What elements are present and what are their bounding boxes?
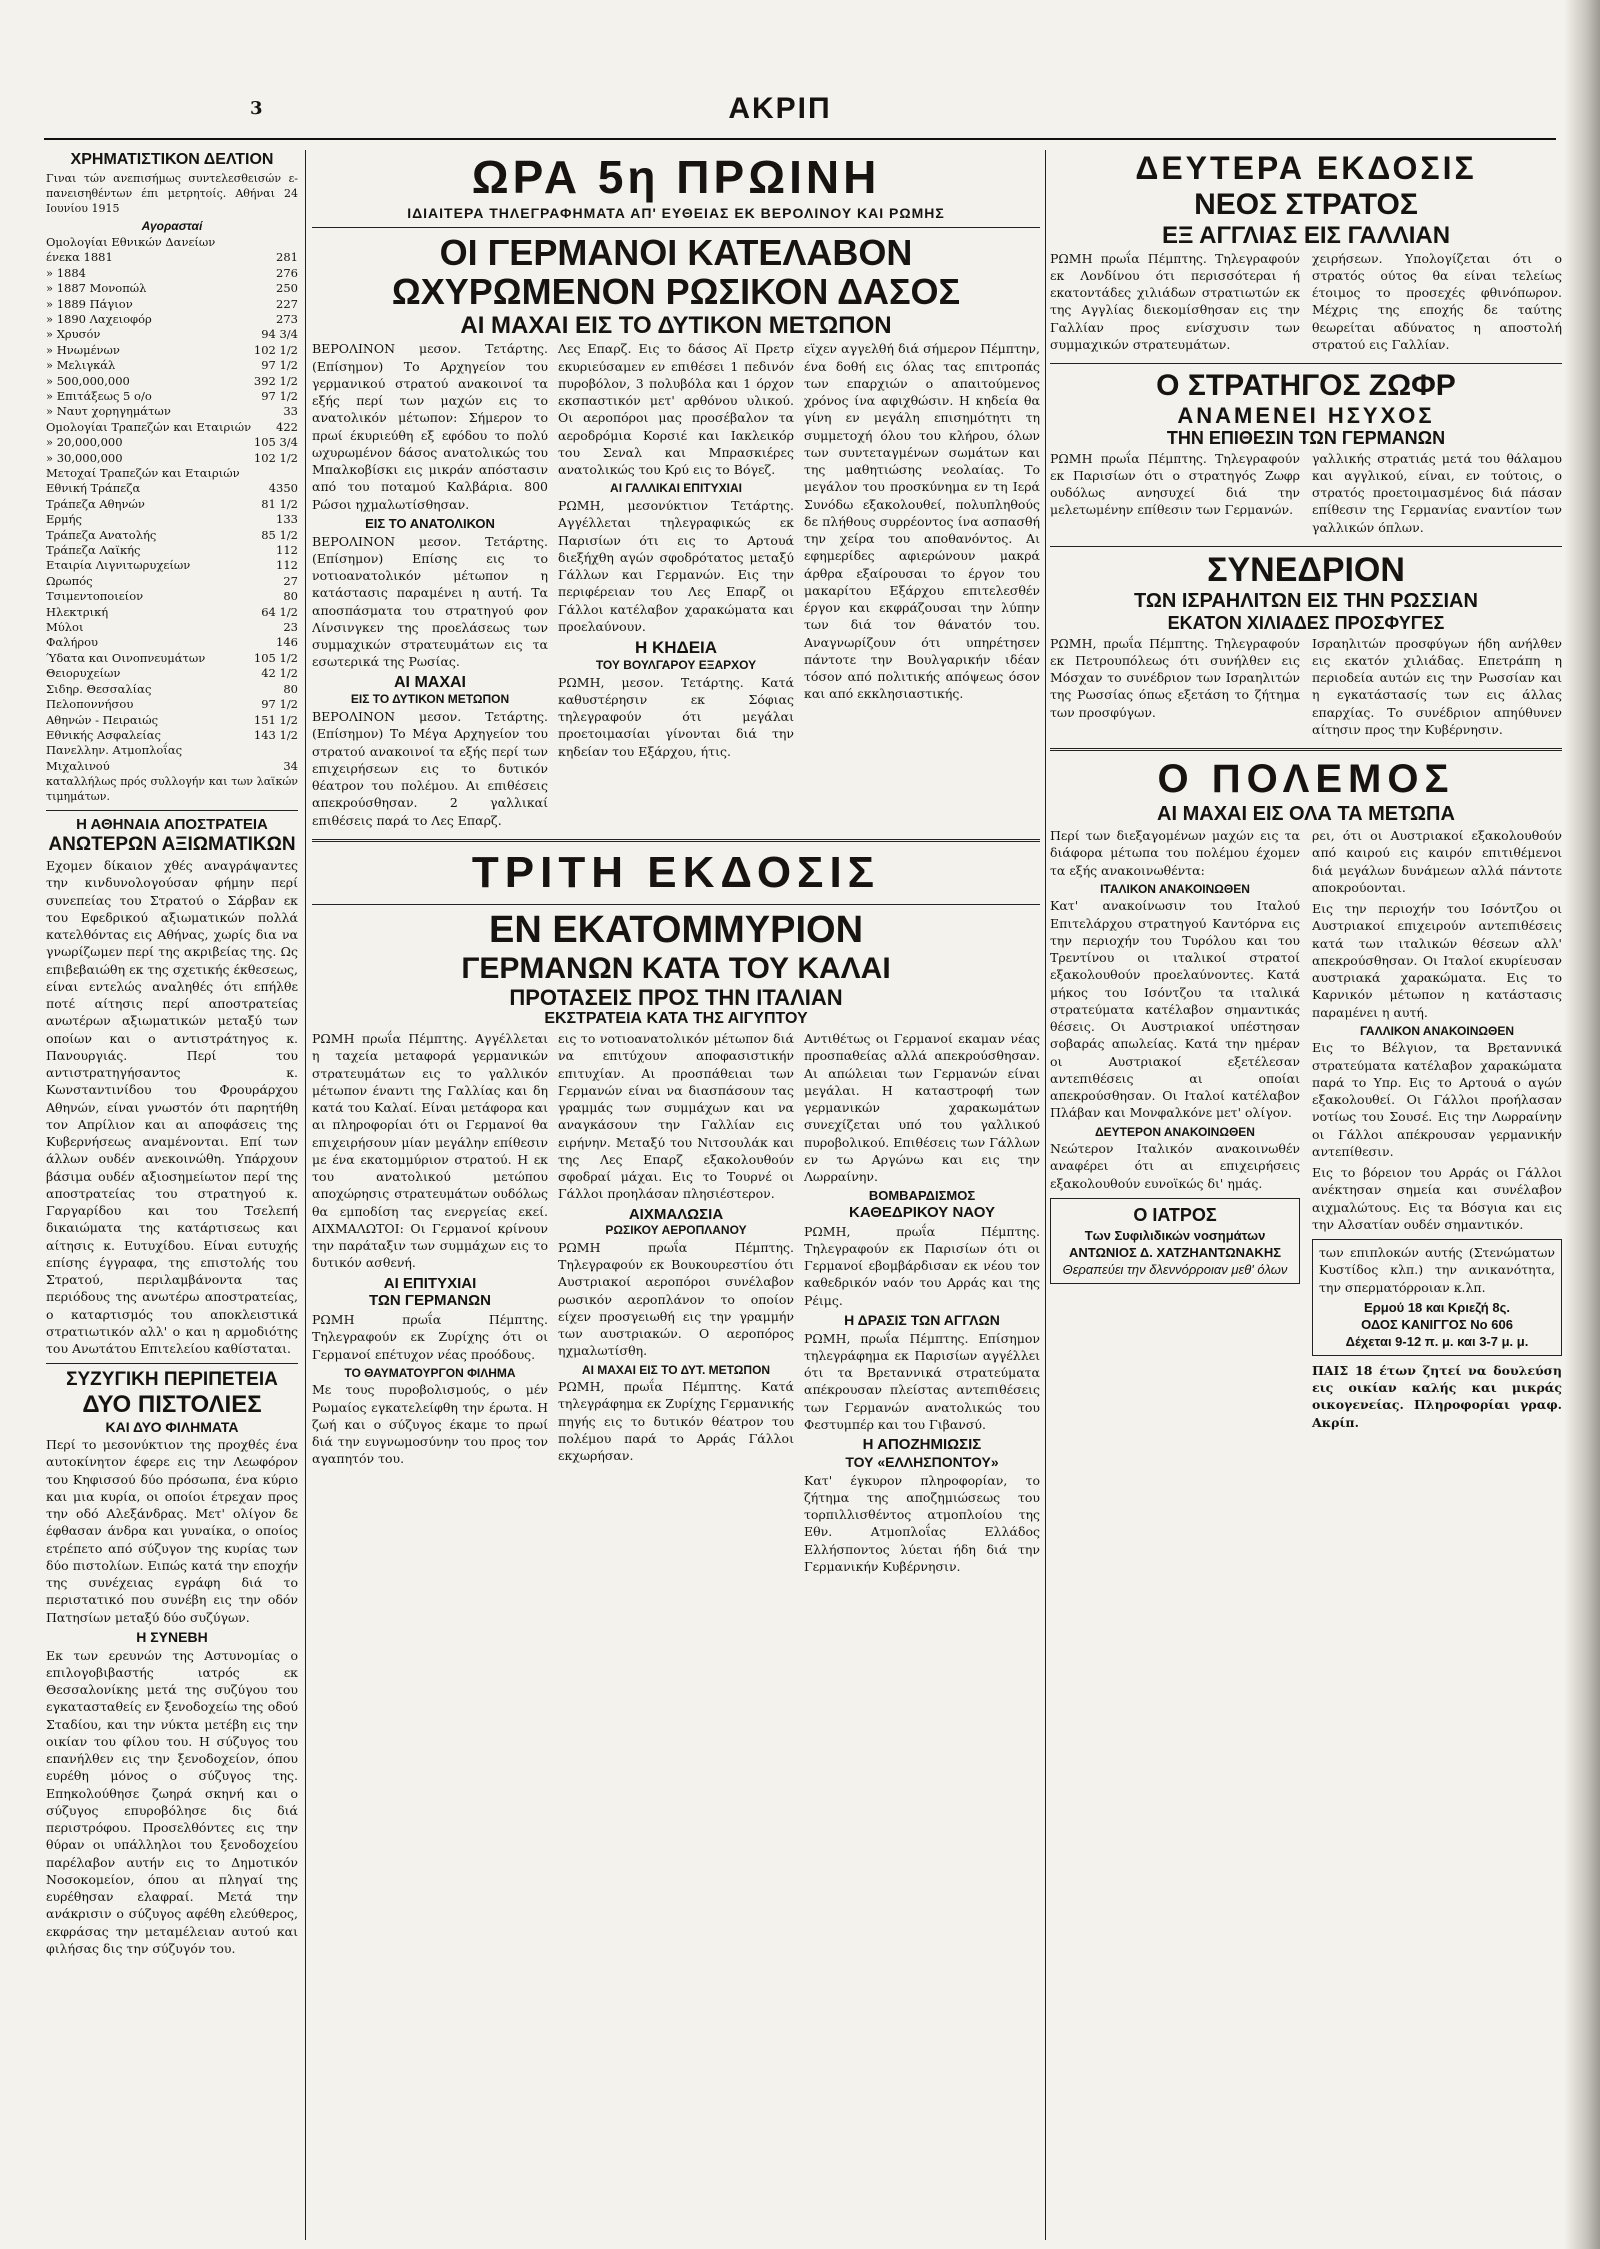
lead-headline: Ο ΣΤΡΑΤΗΓΟΣ ΖΩΦΡ — [1156, 369, 1456, 403]
subheading: ΓΑΛΛΙΚΟΝ ΑΝΑΚΟΙΝΩΘΕΝ — [1360, 1023, 1514, 1038]
headline: ΣΥΖΥΓΙΚΗ ΠΕΡΙΠΕΤΕΙΑ — [66, 1369, 278, 1391]
right-column — [1050, 150, 1562, 2240]
market-label: ένεκα 1881 — [46, 250, 113, 265]
article-text: εϊχεν αγγελθή διά σήμερον Πέμπτην, ένα δοθή εις όλας τας επιτροπάς των επαρχιών ο απαιτούμενος χρόνος ίνα αφιχθώσιν. Η κηδεία θα γίνη εν μεγάλη επισημότητι τη συμμετοχή όλου του κλήρου, όλων των συντεταγμένων σωμάτων και της μαθητιώσης νεολαίας. Το μεγάλον του προσκύνημα εν τη Ιερά Συνόδω εξακολουθεί, πολυπληθούς δε πλήθους συρρέοντος ίνα ασπασθή την χείρα του αποθανόντος. Αι εφημερίδες αφιερώνουν μακρά άρθρα εξαίρουσαι το έργον του μακαρίτου Εξάρχου επιτελεσθέν έργον και εκφράζουσαι την λύπην των διά τον θάνατόν του. Αναγνωρίζουν ότι υπηρέτησεν πάντοτε την Βουλγαρικήν ιδέαν τόσον από πολιτικής απόψεως όσον και από εκκλησιαστικής. — [804, 341, 1040, 702]
market-label: Σιδηρ. Θεσσαλίας — [46, 681, 152, 696]
market-label: Τσιμεντοποιείον — [46, 589, 144, 604]
market-value: 81 1/2 — [261, 496, 298, 511]
market-label: Ωρωπός — [46, 573, 93, 588]
subheading: ΑΙ ΕΠΙΤΥΧΙΑΙ — [383, 1274, 477, 1292]
ad-line: Των Συφιλιδικών νοσημάτων — [1084, 1227, 1266, 1243]
market-footnote: καταλλήλως πρός συλλογήν και των λαϊκών τιμημάτων. — [46, 775, 298, 804]
ad-line: Θεραπεύει την δλεννόρροιαν μεθ' όλων — [1062, 1261, 1288, 1277]
market-value: 392 1/2 — [253, 373, 298, 388]
article-text: ΡΩΜΗ, πρωΐα Πέμπτης. Τηλεγραφούν εκ Πετρουπόλεως ότι συνήλθεν εις Μόσχαν το συνέδριον των Ισραηλιτών της Ρωσσίας όπως εξετάση το ζήτημα των προσφύγων. — [1050, 635, 1300, 720]
market-value: 80 — [283, 589, 298, 604]
ad-line: των επιπλοκών αυτής (Στενώματων Κυστίδος κλπ.) την ανικανότητα, την σπερματόρροιαν κ.λπ. — [1319, 1245, 1555, 1295]
ad-line: Ερμού 18 και Κριεζή 8ς. — [1364, 1299, 1510, 1315]
two-column-block — [1050, 450, 1562, 540]
market-value — [253, 743, 298, 758]
market-value: 422 — [276, 419, 298, 434]
subheading: ΕΙΣ ΤΟ ΑΝΑΤΟΛΙΚΟΝ — [365, 515, 495, 531]
market-row — [46, 481, 298, 496]
market-label: Πανελλην. Ατμοπλοΐας — [46, 743, 183, 758]
article-text: ΡΩΜΗ, μεσονύκτιον Τετάρτης. Αγγέλλεται τηλεγραφικώς εκ Παρισίων ότι εις το Αρτουά διεξήχθη αγών σφοδρότατος μεταξύ Γάλλων και Γερμανών. Εις την περιφέρειαν του Λες Επαρζ οι Γάλλοι κατέλαβον χαρακώματα και προελαύνουν. — [558, 498, 794, 634]
lead-headline: Ο ΠΟΛΕΜΟΣ — [1157, 757, 1455, 801]
page-mark: 3 — [250, 98, 263, 119]
article-text: γαλλικής στρατιάς μετά του θάλαμου και αγγλικού, είναι, εν τούτοις, ο στρατός προετοιμασμένος διά πάσαν επίθεσιν της Γερμανίας εναντίον των γαλλικών όπλων. — [1312, 450, 1562, 535]
market-label: Τράπεζα Αθηνών — [46, 496, 145, 511]
subheading: ΤΟΥ «ΕΛΛΗΣΠΟΝΤΟΥ» — [845, 1453, 999, 1470]
market-label: Μιχαλινού — [46, 758, 110, 773]
article-text: Με τους πυροβολισμούς, ο μέν Ρωμαίος εγκατελείφθη την έρωτα. Η ζωή και ο σύζυγος έκαμε το πρωί διά την ευγνωμοσύνην του προς τον αγαπητόν του. — [312, 1382, 548, 1467]
market-intro: Γιναι τών ανεπισήμως συντελεσθεισών ε-πανεισηθέντων έπι μετρητοίς. Αθήναι 24 Ιουνίου 1915 — [46, 171, 298, 216]
article-text: ΡΩΜΗ, πρωΐα Πέμπτης. Επίσημον τηλεγράφημα εκ Παρισίων αγγέλλει ότι τα Βρεταννικά στρατεύματα απέκρουσαν πλείστας αντεπιθέσεις των Γερμανών ανατολικώς του Φεστυμπέρ και του Γιβανσύ. — [804, 1330, 1040, 1432]
lead-headline: ΕΚΑΤΟΝ ΧΙΛΙΑΔΕΣ ΠΡΟΣΦΥΓΕΣ — [1167, 612, 1445, 633]
article-text: Εις το βόρειον του Αρράς οι Γάλλοι ανέκτησαν σημεία και συνέλαβον αιχμαλώτους. Εις τα Βόσγια και εις την Αλσατίαν ουδέν σημαντικόν. — [1312, 1165, 1562, 1232]
market-value: 4350 — [268, 481, 298, 496]
market-row — [46, 374, 298, 389]
lead-headline: ΕΞ ΑΓΓΛΙΑΣ ΕΙΣ ΓΑΛΛΙΑΝ — [1161, 221, 1451, 249]
market-section: Αγορασταί — [141, 219, 203, 234]
article-text: Εις το Βέλγιον, τα Βρεταννικά στρατεύματα κατέλαβον χαρακώματα παρά το Υπρ. Εις το Αρτουά ο αγών εξακολουθεί. Οι Γάλλοι προήλασαν νοτίως του Σουσέ. Εις την Λωρραίνην οι Γάλλοι απέκρουσαν γερμανικήν αντεπίθεσιν. — [1312, 1040, 1562, 1159]
market-row — [46, 327, 298, 342]
market-label: » Μελιγκάλ — [46, 358, 116, 373]
market-value — [253, 466, 298, 481]
subheading: Η ΑΠΟΖΗΜΙΩΣΙΣ — [862, 1436, 982, 1454]
market-value: 27 — [283, 573, 298, 588]
center-column — [312, 150, 1040, 2240]
market-label: » 500,000,000 — [46, 373, 130, 388]
article-text: ΡΩΜΗ πρωΐα Πέμπτης. Αγγέλλεται η ταχεία μεταφορά γερμανικών στρατευμάτων εις το γαλλικόν μέτωπον έναντι της Γαλλίας και δη κατά του Καλαί. Είναι μετάφορα και αι πληροφορίαι ότι οι Γερμανοί θα επιχειρήσουν μίαν μεγάλην επίθεσιν με ένα εκατομμύριον στρατού. Η εκ του ανατολικού μετώπου αποχώρησις στρατευμάτων ουδόλως θα εμποδίση τας ενεργείας εκεί. ΑΙΧΜΑΛΩΤΟΙ: Οι Γερμανοί κρίνουν την παράταξιν των συμμάχων εις το δυτικόν ασθενή. — [312, 1031, 548, 1271]
advertisement — [1312, 1239, 1562, 1356]
lead-headline: ΓΕΡΜΑΝΩΝ ΚΑΤΑ ΤΟΥ ΚΑΛΑΙ — [461, 951, 891, 985]
headline: ΑΝΩΤΕΡΩΝ ΑΞΙΩΜΑΤΙΚΩΝ — [48, 834, 296, 856]
market-row — [46, 420, 298, 435]
page-fold-shadow — [1564, 0, 1600, 2249]
lead-headline: ΑΙ ΜΑΧΑΙ ΕΙΣ ΟΛΑ ΤΑ ΜΕΤΩΠΑ — [1157, 803, 1455, 825]
market-value: 23 — [283, 620, 298, 635]
market-label: » 1890 Λαχειοφόρ — [46, 311, 152, 326]
market-label: » Χρυσόν — [46, 327, 101, 342]
article-text: Κατ' ανακοίνωσιν του Ιταλού Επιτελάρχου στρατηγού Καντόρνα εις την περιοχήν του Τυρόλου και του Τρεντίνου οι ιταλικοί στρατοί εξακολουθούν προελαύνοντες. Κατά μήκος του Ισόντζου τα ιταλικά στρατεύματα κατέλαβον σημαντικάς θέσεις. Οι Αυστριακοί υπέστησαν σοβαράς απωλείας. Κατά την ημέραν οι Αυστριακοί εξετέλεσαν αντεπιθέσεις αι οποίαι απεκρούσθησαν. Οι Ιταλοί κατέλαβον Πλάβαν και Μονφαλκόνε μετ' ολίγον. — [1050, 898, 1300, 1121]
market-row — [46, 558, 298, 573]
market-label: Εταιρία Λιγνιτωρυχείων — [46, 558, 191, 573]
market-row — [46, 543, 298, 558]
market-row — [46, 312, 298, 327]
lead-headline: ΤΗΝ ΕΠΙΘΕΣΙΝ ΤΩΝ ΓΕΡΜΑΝΩΝ — [1166, 427, 1446, 448]
lead-headline: ΕΚΣΤΡΑΤΕΙΑ ΚΑΤΑ ΤΗΣ ΑΙΓΥΠΤΟΥ — [544, 1010, 808, 1028]
market-label: Τράπεζα Λαϊκής — [46, 543, 141, 558]
advertisement — [1050, 1198, 1300, 1284]
left-column — [46, 150, 298, 2240]
article-text: Αντιθέτως οι Γερμανοί εκαμαν νέας προσπαθείας αλλά απεκρούσθησαν. Αι απώλειαι των Γερμανών είναι μεγάλαι. Η καταστροφή των γερμανικών χαρακωμάτων συνεχίζεται υπό του γαλλικού πυροβολικού. Επιθέσεις των Γάλλων εν τω Αργώνω και εις την Λωρραίνην. — [804, 1031, 1040, 1185]
article-text: ΡΩΜΗ πρωΐα Πέμπτης. Τηλεγραφούν εκ Λονδίνου ότι περισσότεραι ή εκατοντάδες χιλιάδων στρατιωτών εκ της Αγγλίας διεκομίσθησαν εις την Γαλλίαν προς ενίσχυσιν των συμμαχικών στρατευμάτων. — [1050, 250, 1300, 352]
subheading: ΡΩΣΙΚΟΥ ΑΕΡΟΠΛΑΝΟΥ — [605, 1223, 747, 1238]
edition-banner: ΔΕΥΤΕΡΑ ΕΚΔΟΣΙΣ — [1135, 150, 1477, 186]
market-value: 102 1/2 — [253, 342, 298, 357]
subheading: ΤΟΥ ΒΟΥΛΓΑΡΟΥ ΕΞΑΡΧΟΥ — [595, 657, 757, 672]
market-row — [46, 589, 298, 604]
market-value: 97 1/2 — [261, 388, 298, 403]
article-text: Εκ των ερευνών της Αστυνομίας ο επιλογοβιβαστής ιατρός εκ Θεσσαλονίκης μετά της συζύγου του εγκατασταθείς εν ξενοδοχείω της οδού Σταδίου, και την νύκτα μετέβη εις την οικίαν του φίλου του. Η σύζυγος του επανήλθεν εις την ξενοδοχείον, όπου ευρέθη μόνος ο σύζυγος της. Επηκολούθησε ζωηρά σκηνή και ο σύζυγος επυροβόλησε δις διά περιστρόφου. Προσελθόντες εις την θύραν οι υπάλληλοι του ξενοδοχείου παρέλαβον αυτήν εις το Δημοτικόν Νοσοκομείον, όπου αι πληγαί της ευρέθησαν ελαφραί. Μετά την ανάκρισιν ο σύζυγος αφέθη ελεύθερος, εκφράσας την μεταμέλειαν αυτού και φιλήσας δις την σύζυγόν του. — [46, 1647, 298, 1956]
article-text: ΡΩΜΗ πρωΐα Πέμπτης. Τηλεγραφούν εκ Βουκουρεστίου ότι Αυστριακοί αεροπόροι συνέλαβον ρωσικόν αεροπλάνον το οποίον είχεν προσγειωθή εις την γραμμήν των αυστριακών. Ο αεροπόρος ηχμαλωτίσθη. — [558, 1239, 794, 1359]
market-value: 281 — [276, 250, 298, 265]
market-label: Πελοποννήσου — [46, 697, 134, 712]
market-value: 273 — [276, 311, 298, 326]
article-text: ΒΕΡΟΛΙΝΟΝ μεσον. Τετάρτης. (Επίσημον) Επίσης εις το νοτιοανατολικόν μέτωπον η κατάστασις παραμένει η αυτή. Τα αποσπάσματα του στρατηγού φον Λίνσινγκεν της προελάσεως των συμμαχικών στρατευμάτων εις τα εσωτερικά της Ρωσίας. — [312, 533, 548, 670]
article-text: ΒΕΡΟΛΙΝΟΝ μεσον. Τετάρτης. (Επίσημον) Το Αρχηγείον του γερμανικού στρατού ανακοινοί τα εξής περί των μαχών εις το ανατολικόν μέτωπον: Σήμερον το πρωί έκυριεύθη εξ εφόδου το πολύ ωχυρωμένον δάσος ανατολικώς του Μπαλκοβίσκι εις μικράν απόστασιν από του ποταμού Καλβάρια. 800 Ρώσοι ηχμαλωτίσθησαν. — [312, 341, 548, 512]
market-row — [46, 435, 298, 450]
column-rule — [1045, 150, 1046, 2240]
ad-line: ΟΔΟΣ ΚΑΝΙΓΓΟΣ Νο 606 — [1361, 1316, 1513, 1332]
market-label: Ομολογίαι Τραπεζών και Εταιριών — [46, 419, 252, 434]
lead-headline: ΑΙ ΜΑΧΑΙ ΕΙΣ ΤΟ ΔΥΤΙΚΟΝ ΜΕΤΩΠΟΝ — [460, 312, 892, 340]
subheading: ΤΩΝ ΓΕΡΜΑΝΩΝ — [369, 1292, 491, 1310]
market-row — [46, 528, 298, 543]
lead-headline: ΝΕΟΣ ΣΤΡΑΤΟΣ — [1194, 188, 1418, 221]
article-text: ΡΩΜΗ πρωΐα Πέμπτης. Τηλεγραφούν εκ Παρισίων ότι ο στρατηγός Ζωφρ ουδόλως ανησυχεί διά την μελετωμένην επίθεσιν των Γερμανών. — [1050, 450, 1300, 518]
market-value: 112 — [276, 543, 298, 558]
market-row — [46, 651, 298, 666]
market-row — [46, 512, 298, 527]
market-row — [46, 389, 298, 404]
article-text: Εις την περιοχήν του Ισόντζου οι Αυστριακοί επιχειρούν αντεπιθέσεις κατά των ιταλικών θέσεων αλλ' απεκρούσθησαν. Οι Ιταλοί εκυρίευσαν αυστριακά χαρακώματα. Εις το Καρνικόν μέτωπον η κατάστασις παραμένει η αυτή. — [1312, 901, 1562, 1020]
running-title: ΑΚΡΙΠ — [728, 92, 832, 125]
market-row — [46, 235, 298, 250]
market-value: 34 — [283, 758, 298, 773]
ad-line: Δέχεται 9-12 π. μ. και 3-7 μ. μ. — [1345, 1333, 1529, 1349]
market-label: » 1887 Μονοπώλ — [46, 281, 147, 296]
market-row — [46, 343, 298, 358]
three-column-block — [312, 340, 1040, 832]
lead-headline: ΩΧΥΡΩΜΕΝΟΝ ΡΩΣΙΚΟΝ ΔΑΣΟΣ — [391, 271, 961, 313]
market-label: Ερμής — [46, 512, 82, 527]
subheading: Η ΣΥΝΕΒΗ — [136, 1628, 208, 1645]
market-row — [46, 728, 298, 743]
classified-ad: ΠΑΙΣ 18 έτων ζητεί να δουλεύση εις οικίαν καλής και μικράς οικογενείας. Πληροφορίαι γραφ. Ακρίπ. — [1312, 1362, 1562, 1430]
market-row — [46, 497, 298, 512]
lead-headline: ΠΡΟΤΑΣΕΙΣ ΠΡΟΣ ΤΗΝ ΙΤΑΛΙΑΝ — [509, 985, 843, 1011]
market-label: Ύδατα και Οινοπνευμάτων — [46, 650, 206, 665]
market-label: » 20,000,000 — [46, 435, 123, 450]
lead-headline: ΑΝΑΜΕΝΕΙ ΗΣΥΧΟΣ — [1177, 402, 1435, 428]
market-label: Εθνική Τράπεζα — [46, 481, 141, 496]
article-text: ρει, ότι οι Αυστριακοί εξακολουθούν από καιρού εις καιρόν επιτιθέμενοι διά μεγάλων δυνάμεων αλλά πάντοτε αποκρούονται. — [1312, 828, 1562, 895]
subheading: Η ΔΡΑΣΙΣ ΤΩΝ ΑΓΓΛΩΝ — [844, 1311, 1000, 1328]
dispatch-line: ΙΔΙΑΙΤΕΡΑ ΤΗΛΕΓΡΑΦΗΜΑΤΑ ΑΠ' ΕΥΘΕΙΑΣ ΕΚ ΒΕΡΟΛΙΝΟΥ ΚΑΙ ΡΩΜΗΣ — [407, 205, 945, 221]
subheading: ΒΟΜΒΑΡΔΙΣΜΟΣ — [868, 1188, 976, 1204]
market-row — [46, 635, 298, 650]
market-row — [46, 697, 298, 712]
market-label: Αθηνών - Πειραιώς — [46, 712, 159, 727]
market-label: » 30,000,000 — [46, 450, 123, 465]
market-value: 227 — [276, 296, 298, 311]
article-text: Περί το μεσονύκτιον της προχθές ένα αυτοκίνητον έφερε εις την Λεωφόρον του Κηφισσού δύο πρόσωπα, ένα κύριο και μια κυρία, οι οποίοι έτρεχαν προς την οδό Αλεξάνδρας. Μετ' ολίγον δε έφθασαν άνδρα και γυναίκα, ο οποίος ετρέπετο από σύζυγον της κυρίας των δύο πιστολίων. Ειπώς κατά την εποχήν της συνέχειας εγράφη διά το περιστατικό που συνέβη εις την οδόν Πατησίων μεταξύ δύο συζύγων. — [46, 1437, 298, 1625]
article-text: Λες Επαρζ. Εις το δάσος Αϊ Πρετρ εκυριεύσαμεν εν επιθέσει 1 πεδινόν πυροβόλον, 3 πολυβόλα και 1 όρχον εκσπαστικόν μετ' αρθόνου υλικού. Οι αεροπόροι μας προσέβαλον τα αεροδρόμια Κορσιέ και Ιακλεικόρ του Σεναλ και Μπρασκιέρες ανατολικώς του Κρύ εις το Βόγεζ. — [558, 341, 794, 478]
market-label: » Επιτάξεως 5 ο/ο — [46, 388, 152, 403]
lead-headline: ΕΝ ΕΚΑΤΟΜΜΥΡΙΟΝ — [488, 908, 864, 951]
headline: ΔΥΟ ΠΙΣΤΟΛΙΕΣ — [82, 1391, 262, 1419]
market-value: 276 — [276, 265, 298, 280]
lead-headline: ΤΩΝ ΙΣΡΑΗΛΙΤΩΝ ΕΙΣ ΤΗΝ ΡΩΣΣΙΑΝ — [1134, 589, 1478, 612]
article-text: ΒΕΡΟΛΙΝΟΝ μεσον. Τετάρτης. (Επίσημον) Το Μέγα Αρχηγείον του στρατού ανακοινοί τα εξής περί των επιχειρήσεων εις το δυτικόν θέατρον του πολέμου. Αι επιθέσεις απεκρούσθησαν. 2 γαλλικαί επιθέσεις παρά το Λες Επαρζ. — [312, 709, 548, 828]
subheading: ΑΙΧΜΑΛΩΣΙΑ — [628, 1205, 724, 1223]
market-row — [46, 620, 298, 635]
market-table — [46, 235, 298, 774]
market-value: 94 3/4 — [261, 327, 298, 342]
column-rule — [305, 150, 306, 2240]
market-row — [46, 759, 298, 774]
market-row — [46, 281, 298, 296]
article-text: χειρήσεων. Υπολογίζεται ότι ο στρατός ούτος θα είναι τελείως έτοιμος το προσεχές φθινόπωρον. Μέχρις της εποχής δε ταύτης θεωρείται αδύνατος η αποστολή στρατού εις Γαλλίαν. — [1312, 250, 1562, 352]
market-value — [253, 235, 298, 250]
article-text: Ισραηλιτών προσφύγων ήδη ανήλθεν εις εκατόν χιλιάδας. Επετράπη η περιοδεία αυτών εις την Ρωσσίαν και η εγκατάστασίς των εις άλλας επαρχίας. Το συνέδριον απηύθυνεν αίτησιν προς την Κυβέρνησιν. — [1312, 635, 1562, 737]
market-label: » 1889 Πάγιον — [46, 296, 133, 311]
market-row — [46, 250, 298, 265]
two-column-block — [1050, 250, 1562, 358]
market-value: 85 1/2 — [261, 527, 298, 542]
market-value: 151 1/2 — [253, 712, 298, 727]
market-value: 97 1/2 — [261, 697, 298, 712]
market-label: Ηλεκτρική — [46, 604, 109, 619]
article-text: Κατ' έγκυρον πληροφορίαν, το ζήτημα της αποζημιώσεως του τορπιλλισθέντος ατμοπλοίου της Εθν. Ατμοπλοΐας Ελλάδος Ελλήσποντος λύεται ήδη διά την Γερμανικήν Κυβέρνησιν. — [804, 1472, 1040, 1574]
market-value: 143 1/2 — [253, 727, 298, 742]
article-text: ΡΩΜΗ, πρωΐα Πέμπτης. Κατά τηλεγράφημα εκ Ζυρίχης Γερμανικής πηγής εις το δυτικόν θέατρον του πολέμου παρά το Αρράς Γάλλοι εκχωρήσαν. — [558, 1379, 794, 1464]
market-title: ΧΡΗΜΑΤΙΣΤΙΚΟΝ ΔΕΛΤΙΟΝ — [70, 151, 274, 168]
headline: Η ΑΘΗΝΑΙΑ ΑΠΟΣΤΡΑΤΕΙΑ — [76, 816, 268, 834]
article-text: ΡΩΜΗ, πρωΐα Πέμπτης. Τηλεγραφούν εκ Παρισίων ότι οι Γερμανοί εβομβάρδισαν εκ νέου τον καθεδρικόν ναόν του Αρράς και της Ρέιμς. — [804, 1223, 1040, 1308]
market-label: Ομολογίαι Εθνικών Δανείων — [46, 234, 216, 249]
market-row — [46, 358, 298, 373]
lead-headline: ΣΥΝΕΔΡΙΟΝ — [1207, 550, 1405, 589]
market-label: » Ηνωμένων — [46, 342, 120, 357]
market-value: 133 — [276, 512, 298, 527]
article-text: ΡΩΜΗ πρωΐα Πέμπτης. Τηλεγραφούν εκ Ζυρίχης ότι οι Γερμανοί επέτυχον νέας προόδους. — [312, 1312, 548, 1362]
hour-banner: ΩΡΑ 5η ΠΡΩΙΝΗ — [471, 151, 881, 203]
market-label: Τράπεζα Ανατολής — [46, 527, 157, 542]
ad-title: Ο ΙΑΤΡΟΣ — [1133, 1204, 1217, 1225]
market-value: 64 1/2 — [261, 604, 298, 619]
market-value: 42 1/2 — [261, 666, 298, 681]
market-row — [46, 404, 298, 419]
article-text: Εχομεν δίκαιον χθές αναγράψαντες την κινδυνολογούσαν φήμην περί συνεπείας του Στρατού ο Σάρβαν εκ του Εφεδρικού αξιωματικών πολλά κατελθόντας εις Αθήνας, χωρίς δια να γνωρίζωμεν περί της ακριβείας της. Ως επιβεβαιώθη εκ της σχετικής έκθεσεως, είναι εντελώς αναληθές ότι επήλθε ποτέ αίτησις περί αποστρατείας ανωτέρων αξιωματικών μεταξύ των οποίων και ο αντιστράτηγος κ. Πανουργιάς. Περί του αντιστρατηγήσαντος κ. Κωνσταντινίδου του Φρουράρχου Αθηνών, είναι γνωστόν ότι παρητήθη τον Απρίλιον και αι αποφάσεις της Κυβερνήσεως αναμένονται. Επί των άλλων ουδέν ανεκοινώθη. Υπάρχουν βάσιμα ουδέν αξιοσημείωτον περί της αποστρατείας του στρατηγού κ. Γαργαρίδου και του Τσελεπή δικαιώματα της κατάρτισεως και αίτησις κ. Ευτυχίδου. Είναι ευτυχής επίσης έγγραφα, της επιστολής του Στρατού, περιλαμβάνοντα τας περιόδους της ανωτέρω αποστρατείας, ο καταρτισμός του αποκλειστικά στρατιωτικόν αλλ' ο και η αρμοδιότης του Ανωτάτου Επιτελείου καθίσταται. — [46, 858, 298, 1357]
market-label: » 1884 — [46, 265, 86, 280]
ad-line: ΑΝΤΩΝΙΟΣ Δ. ΧΑΤΖΗΑΝΤΩΝΑΚΗΣ — [1068, 1244, 1282, 1260]
market-label: Εθνικής Ασφαλείας — [46, 727, 161, 742]
subheading: ΚΑΘΕΔΡΙΚΟΥ ΝΑΟΥ — [849, 1203, 995, 1221]
market-label: Θειορυχείων — [46, 666, 121, 681]
market-label: » Ναυτ χορηγημάτων — [46, 404, 171, 419]
article-text: Περί των διεξαγομένων μαχών εις τα διάφορα μέτωπα του πολέμου έχομεν τα εξής ανακοινωθέντα: — [1050, 828, 1300, 878]
two-column-block — [1050, 827, 1562, 1435]
two-column-block — [1050, 635, 1562, 743]
market-value: 33 — [283, 404, 298, 419]
edition-banner: ΤΡΙΤΗ ΕΚΔΟΣΙΣ — [471, 847, 881, 897]
headline: ΚΑΙ ΔΥΟ ΦΙΛΗΜΑΤΑ — [105, 1418, 239, 1435]
market-row — [46, 743, 298, 758]
market-value: 97 1/2 — [261, 358, 298, 373]
subheading: ΕΙΣ ΤΟ ΔΥΤΙΚΟΝ ΜΕΤΩΠΟΝ — [350, 692, 510, 707]
subheading: ΑΙ ΜΑΧΑΙ — [394, 673, 466, 691]
market-value: 146 — [276, 635, 298, 650]
market-row — [46, 266, 298, 281]
three-column-block — [312, 1030, 1040, 1579]
market-label: Μύλοι — [46, 620, 84, 635]
subheading: ΔΕΥΤΕΡΟΝ ΑΝΑΚΟΙΝΩΘΕΝ — [1095, 1124, 1255, 1139]
lead-headline: ΟΙ ΓΕΡΜΑΝΟΙ ΚΑΤΕΛΑΒΟΝ — [439, 231, 913, 273]
market-row — [46, 574, 298, 589]
market-row — [46, 666, 298, 681]
subheading: ΤΟ ΘΑΥΜΑΤΟΥΡΓΟΝ ΦΙΛΗΜΑ — [344, 1365, 516, 1380]
subheading: ΑΙ ΜΑΧΑΙ ΕΙΣ ΤΟ ΔΥΤ. ΜΕΤΩΠΟΝ — [581, 1362, 771, 1377]
top-rule — [44, 138, 1556, 140]
subheading: ΑΙ ΓΑΛΛΙΚΑΙ ΕΠΙΤΥΧΙΑΙ — [610, 481, 742, 496]
market-value: 105 1/2 — [253, 650, 298, 665]
subheading: ΙΤΑΛΙΚΟΝ ΑΝΑΚΟΙΝΩΘΕΝ — [1100, 881, 1250, 896]
article-text: Νεώτερον Ιταλικόν ανακοινωθέν αναφέρει ότι αι επιχειρήσεις εξακολουθούν ευνοϊκώς δι' ημάς. — [1050, 1141, 1300, 1191]
market-value: 112 — [276, 558, 298, 573]
market-row — [46, 451, 298, 466]
market-value: 80 — [283, 681, 298, 696]
market-row — [46, 682, 298, 697]
article-text: ΡΩΜΗ, μεσον. Τετάρτης. Κατά καθυστέρησιν εκ Σόφιας τηλεγραφούν ότι μεγάλαι προετοιμασίαι γίνονται διά την κηδείαν του Εξάρχου, ήτις. — [558, 674, 794, 759]
market-row — [46, 713, 298, 728]
subheading: Η ΚΗΔΕΙΑ — [634, 638, 718, 658]
market-row — [46, 466, 298, 481]
market-value: 102 1/2 — [253, 450, 298, 465]
market-row — [46, 297, 298, 312]
article-text: εις το νοτιοανατολικόν μέτωπον διά να επιτύχουν αποφασιστικήν επιτυχίαν. Αι προσπάθειαι των Γερμανών είναι να διασπάσουν τας γραμμάς των συμμάχων και να αναγκάσουν την Γαλλίαν εις ειρήνην. Μεταξύ του Νιτσουλάκ και της Λες Επαρζ εξακολουθούν σφοδραί μάχαι. Εις το Τουρνέ οι Γάλλοι προηλάσαν πλησιέστερον. — [558, 1031, 794, 1202]
market-value: 250 — [276, 281, 298, 296]
market-label: Φαλήρου — [46, 635, 99, 650]
market-row — [46, 605, 298, 620]
market-label: Μετοχαί Τραπεζών και Εταιριών — [46, 466, 240, 480]
market-value: 105 3/4 — [253, 435, 298, 450]
